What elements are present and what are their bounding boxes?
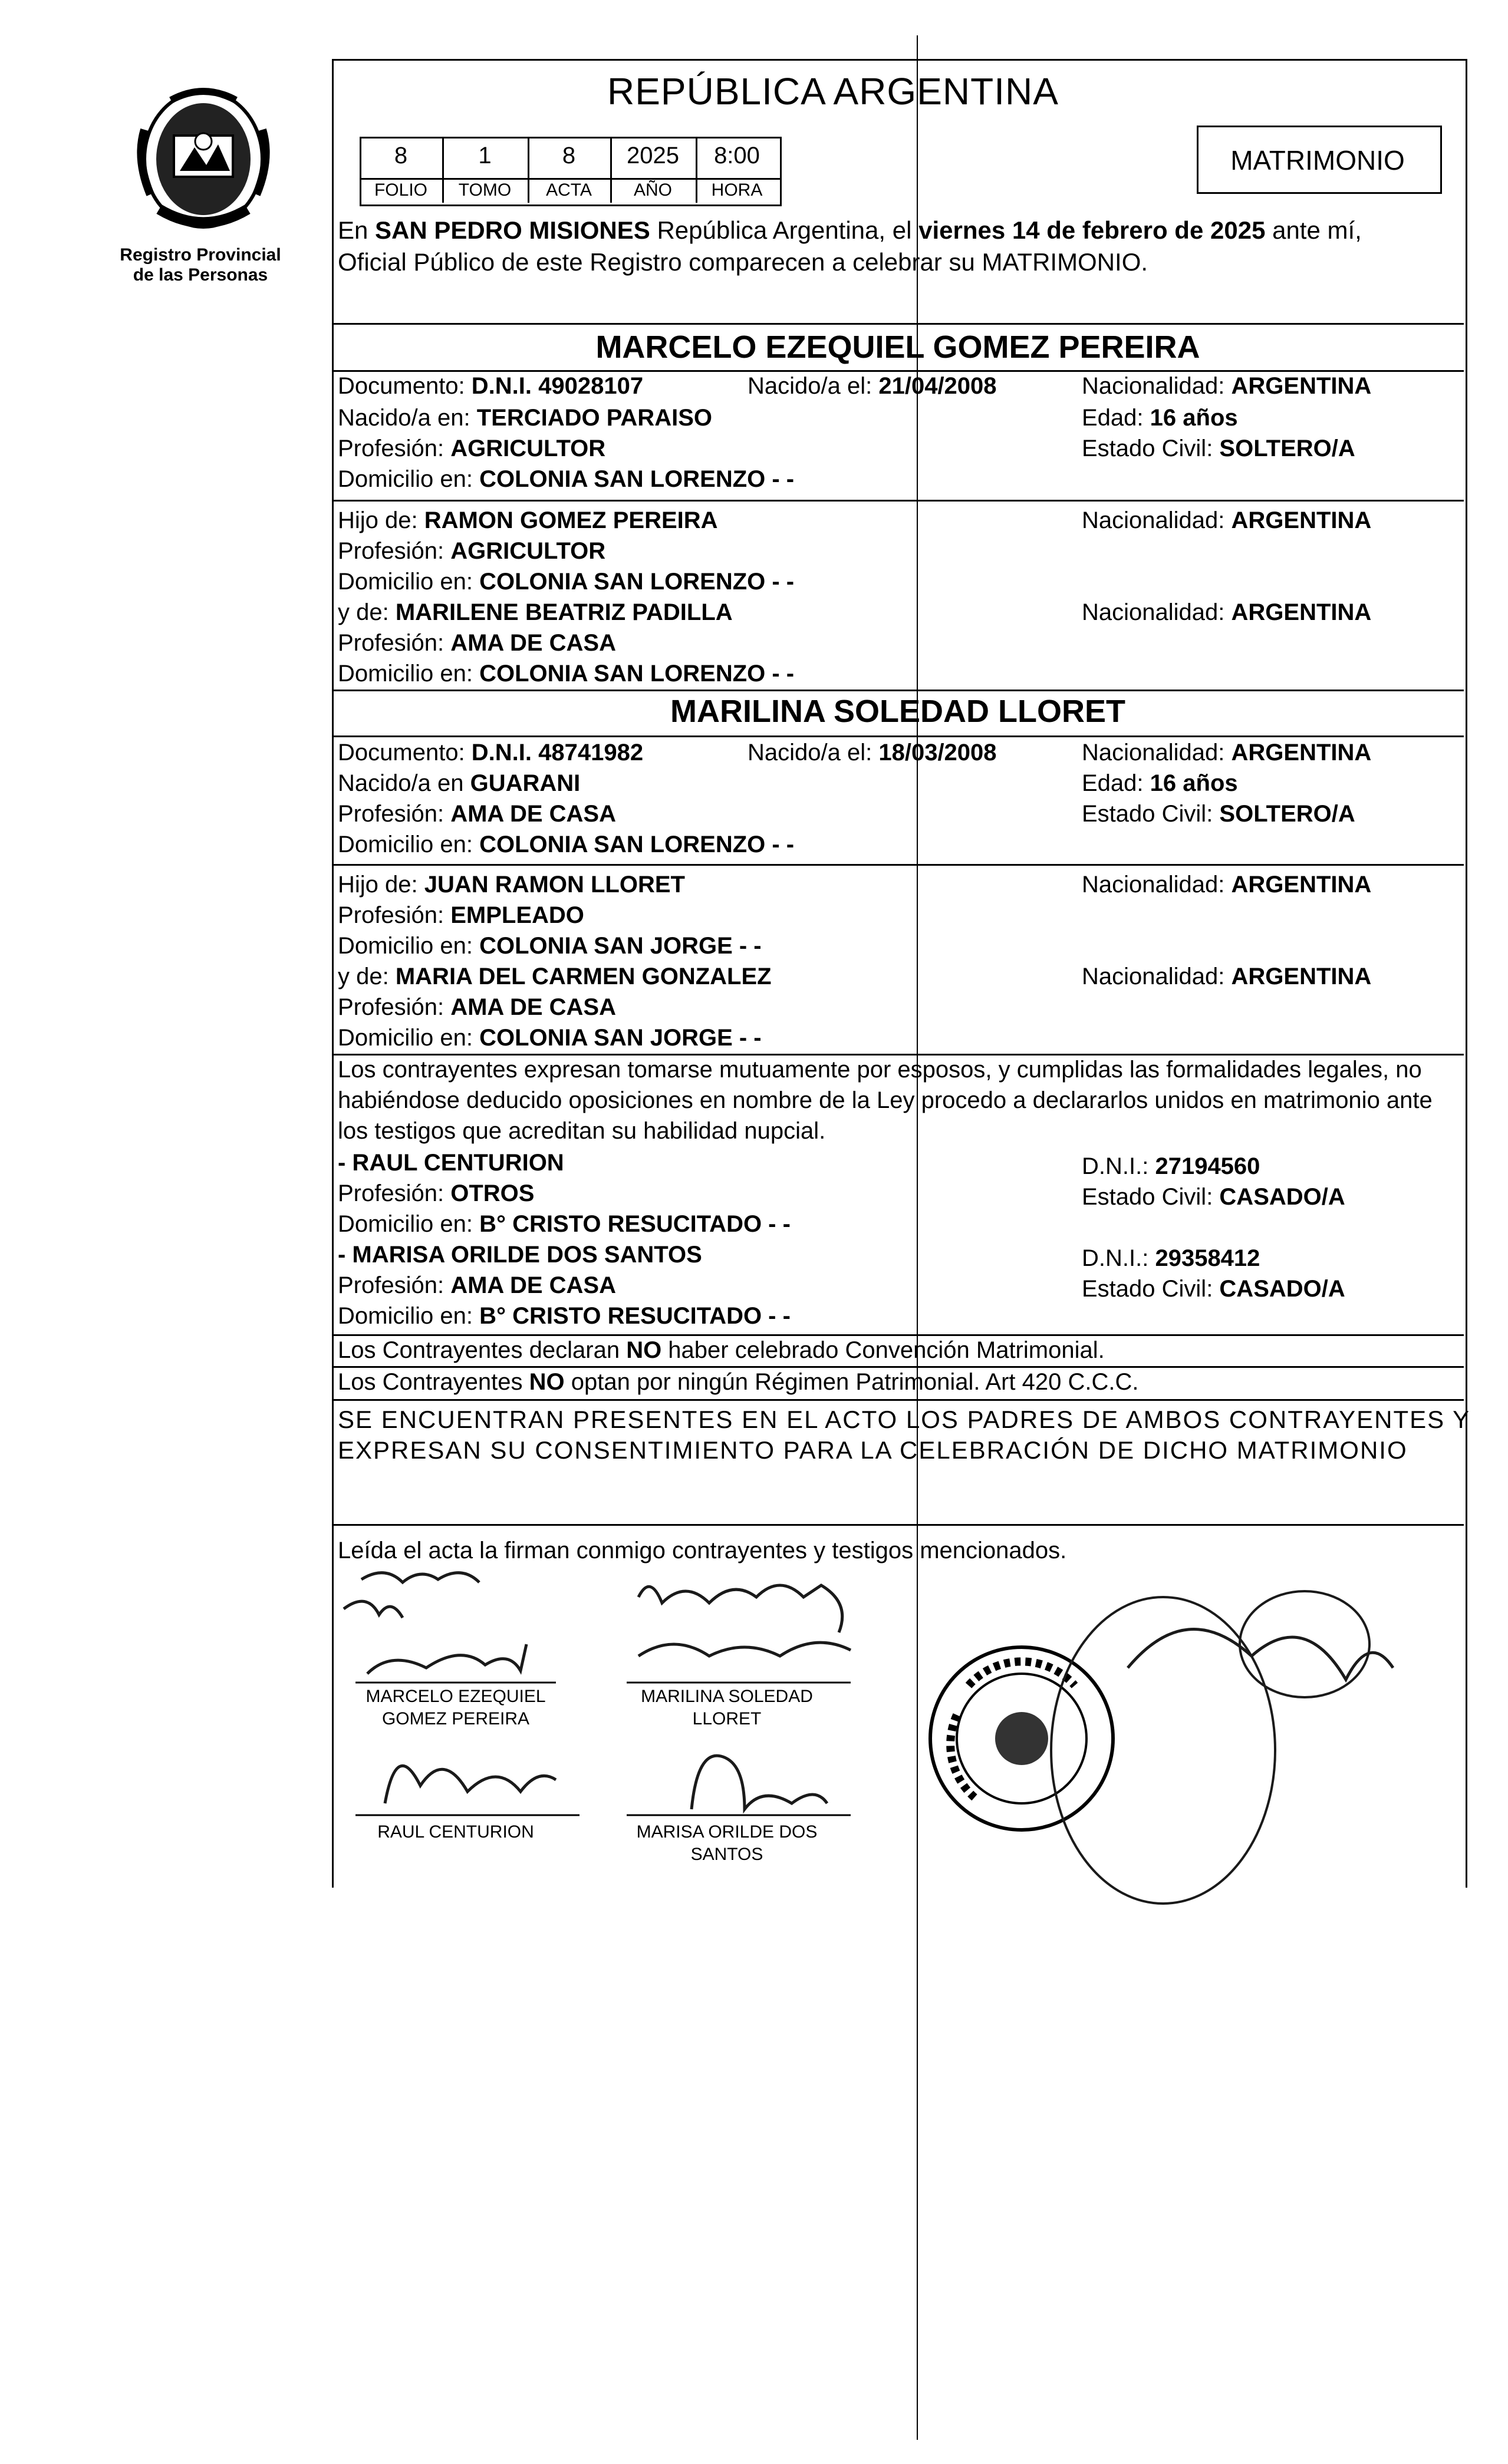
page-title: REPÚBLICA ARGENTINA bbox=[607, 70, 1059, 113]
witness2-dni: D.N.I.: 29358412 bbox=[1082, 1245, 1260, 1271]
witness2-civil-status: Estado Civil: CASADO/A bbox=[1082, 1276, 1345, 1302]
convention-line-1: Los Contrayentes declaran NO haber celebrado Convención Matrimonial. bbox=[338, 1337, 1105, 1363]
spouse2-mother-profession: Profesión: AMA DE CASA bbox=[338, 994, 616, 1020]
spouse1-name: MARCELO EZEQUIEL GOMEZ PEREIRA bbox=[595, 329, 1200, 365]
tomo-label: TOMO bbox=[458, 180, 512, 200]
spouse1-mother-nationality: Nacionalidad: ARGENTINA bbox=[1082, 599, 1372, 625]
witness2-profession: Profesión: AMA DE CASA bbox=[338, 1272, 616, 1298]
spouse1-mother-profession: Profesión: AMA DE CASA bbox=[338, 630, 616, 656]
signature-name-3: RAUL CENTURION bbox=[377, 1822, 534, 1842]
acta-label: ACTA bbox=[546, 180, 592, 200]
spouse2-birthplace: Nacido/a en GUARANI bbox=[338, 770, 581, 796]
year-value: 2025 bbox=[627, 143, 679, 169]
declaration-line-2: habiéndose deducido oposiciones en nombre de la Ley procedo a declararlos unidos en matrimonio ante bbox=[338, 1087, 1433, 1113]
spouse1-age: Edad: 16 años bbox=[1082, 405, 1238, 431]
spouse2-civil-status: Estado Civil: SOLTERO/A bbox=[1082, 801, 1355, 827]
spouse2-mother-nationality: Nacionalidad: ARGENTINA bbox=[1082, 964, 1372, 989]
official-seal-icon bbox=[930, 1647, 1113, 1830]
intro-line-1: En SAN PEDRO MISIONES República Argentina, el viernes 14 de febrero de 2025 ante mí, bbox=[338, 216, 1362, 244]
year-label: AÑO bbox=[633, 180, 672, 200]
spouse2-document: Documento: D.N.I. 48741982 bbox=[338, 740, 644, 766]
signature-spouse1 bbox=[367, 1644, 526, 1674]
signature-spouse2 bbox=[638, 1585, 842, 1632]
signature-area bbox=[332, 1562, 1464, 1915]
signature-name-4: MARISA ORILDE DOS SANTOS bbox=[636, 1822, 818, 1864]
spouse1-father-nationality: Nacionalidad: ARGENTINA bbox=[1082, 507, 1372, 533]
hour-label: HORA bbox=[711, 180, 763, 200]
spouse1-father-domicile: Domicilio en: COLONIA SAN LORENZO - - bbox=[338, 569, 795, 595]
spouse1-father-profession: Profesión: AGRICULTOR bbox=[338, 538, 606, 564]
spouse2-domicile: Domicilio en: COLONIA SAN LORENZO - - bbox=[338, 832, 795, 857]
parents-present-line-2: EXPRESAN SU CONSENTIMIENTO PARA LA CELEBRACIÓN DE DICHO MATRIMONIO bbox=[338, 1436, 1408, 1464]
spouse1-born-date: Nacido/a el: 21/04/2008 bbox=[748, 373, 997, 399]
spouse2-name: MARILINA SOLEDAD LLORET bbox=[670, 694, 1125, 729]
witness2-name: - MARISA ORILDE DOS SANTOS bbox=[338, 1242, 702, 1268]
spouse2-father-domicile: Domicilio en: COLONIA SAN JORGE - - bbox=[338, 933, 762, 959]
signature-name-1: MARCELO EZEQUIEL GOMEZ PEREIRA bbox=[366, 1687, 546, 1729]
read-statement: Leída el acta la firman conmigo contrayentes y testigos mencionados. bbox=[338, 1538, 1067, 1563]
signature-name-2: MARILINA SOLEDAD LLORET bbox=[641, 1687, 813, 1729]
convention-line-2: Los Contrayentes NO optan por ningún Régimen Patrimonial. Art 420 C.C.C. bbox=[338, 1369, 1139, 1395]
spouse1-document: Documento: D.N.I. 49028107 bbox=[338, 373, 644, 399]
spouse2-father-profession: Profesión: EMPLEADO bbox=[338, 902, 584, 928]
witness1-civil-status: Estado Civil: CASADO/A bbox=[1082, 1184, 1345, 1210]
witness2-domicile: Domicilio en: B° CRISTO RESUCITADO - - bbox=[338, 1303, 791, 1329]
witness1-domicile: Domicilio en: B° CRISTO RESUCITADO - - bbox=[338, 1211, 791, 1237]
spouse1-nationality: Nacionalidad: ARGENTINA bbox=[1082, 373, 1372, 399]
spouse2-mother: y de: MARIA DEL CARMEN GONZALEZ bbox=[338, 964, 772, 989]
signature-witness1 bbox=[385, 1766, 556, 1803]
witness1-dni: D.N.I.: 27194560 bbox=[1082, 1153, 1260, 1179]
spouse1-birthplace: Nacido/a en: TERCIADO PARAISO bbox=[338, 405, 712, 431]
signature-witness2 bbox=[692, 1756, 827, 1809]
spouse1-father: Hijo de: RAMON GOMEZ PEREIRA bbox=[338, 507, 718, 533]
hour-value: 8:00 bbox=[714, 143, 760, 169]
witness1-name: - RAUL CENTURION bbox=[338, 1150, 564, 1176]
spouse1-mother: y de: MARILENE BEATRIZ PADILLA bbox=[338, 599, 733, 625]
coat-of-arms-icon bbox=[124, 83, 283, 253]
parents-present-line-1: SE ENCUENTRAN PRESENTES EN EL ACTO LOS PADRES DE AMBOS CONTRAYENTES Y bbox=[338, 1406, 1471, 1433]
spouse1-profession: Profesión: AGRICULTOR bbox=[338, 436, 606, 461]
spouse1-domicile: Domicilio en: COLONIA SAN LORENZO - - bbox=[338, 466, 795, 492]
folio-label: FOLIO bbox=[374, 180, 427, 200]
initials-scribble bbox=[361, 1573, 479, 1582]
spouse2-age: Edad: 16 años bbox=[1082, 770, 1238, 796]
declaration-line-3: los testigos que acreditan su habilidad nupcial. bbox=[338, 1118, 826, 1144]
spouse1-civil-status: Estado Civil: SOLTERO/A bbox=[1082, 436, 1355, 461]
spouse1-mother-domicile: Domicilio en: COLONIA SAN LORENZO - - bbox=[338, 661, 795, 687]
spouse2-profession: Profesión: AMA DE CASA bbox=[338, 801, 616, 827]
logo-caption: Registro Provincial de las Personas bbox=[120, 245, 281, 285]
spouse2-mother-domicile: Domicilio en: COLONIA SAN JORGE - - bbox=[338, 1025, 762, 1051]
witness1-profession: Profesión: OTROS bbox=[338, 1180, 535, 1206]
spouse2-born-date: Nacido/a el: 18/03/2008 bbox=[748, 740, 997, 766]
acta-value: 8 bbox=[562, 143, 576, 169]
record-type: MATRIMONIO bbox=[1230, 145, 1405, 176]
tomo-value: 1 bbox=[478, 143, 492, 169]
folio-value: 8 bbox=[394, 143, 408, 169]
spouse2-nationality: Nacionalidad: ARGENTINA bbox=[1082, 740, 1372, 766]
intro-line-2: Oficial Público de este Registro comparecen a celebrar su MATRIMONIO. bbox=[338, 248, 1148, 276]
spouse2-father-nationality: Nacionalidad: ARGENTINA bbox=[1082, 872, 1372, 898]
provincial-logo bbox=[124, 83, 283, 253]
spouse2-father: Hijo de: JUAN RAMON LLORET bbox=[338, 872, 685, 898]
declaration-line-1: Los contrayentes expresan tomarse mutuamente por esposos, y cumplidas las formalidades legales, no bbox=[338, 1057, 1422, 1083]
